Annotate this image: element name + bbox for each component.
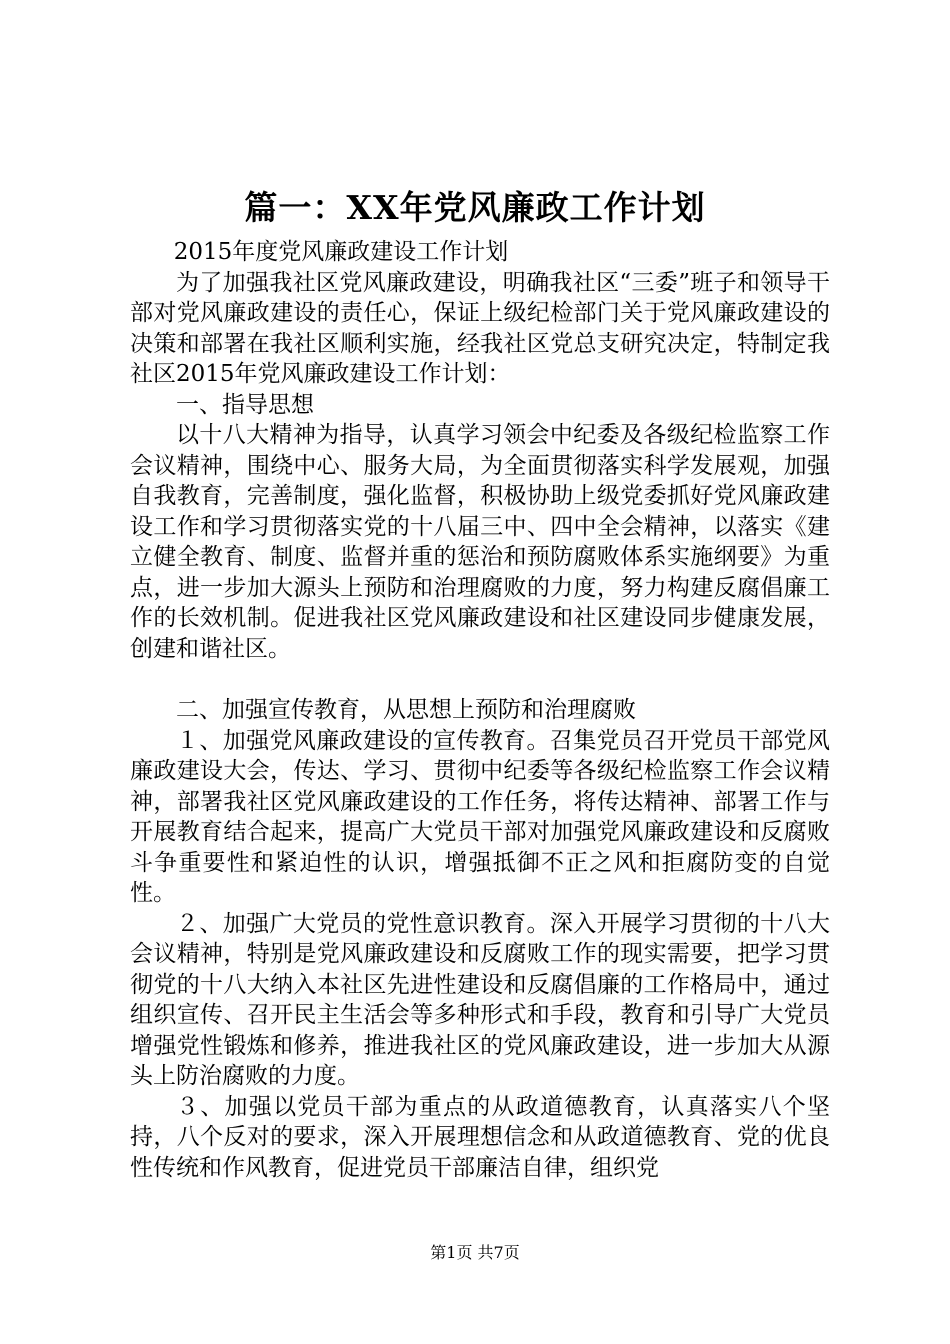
- page-number-footer: 第1页 共7页: [430, 1243, 520, 1262]
- section-heading-guiding-thought: 一、指导思想: [176, 391, 314, 418]
- document-title: 篇一：XX年党风廉政工作计划: [244, 188, 706, 227]
- list-item-2: ２、加强广大党员的党性意识教育。深入开展学习贯彻的十八大会议精神，特别是党风廉政建设和反腐败工作的现实需要，把学习贯彻党的十八大纳入本社区先进性建设和反腐倡廉的工作格局中，通过组织宣传、召开民主生活会等多种形式和手段，教育和引导广大党员增强党性锻炼和修养，推进我社区的党风廉政建设，进一步加大从源头上防治腐败的力度。: [130, 910, 830, 1089]
- list-item-3: ３、加强以党员干部为重点的从政道德教育，认真落实八个坚持，八个反对的要求，深入开展理想信念和从政道德教育、党的优良性传统和作风教育，促进党员干部廉洁自律，组织党: [130, 1093, 830, 1181]
- list-item-1: １、加强党风廉政建设的宣传教育。召集党员召开党员干部党风廉政建设大会，传达、学习、贯彻中纪委等各级纪检监察工作会议精神，部署我社区党风廉政建设的工作任务，将传达精神、部署工作与开展教育结合起来，提高广大党员干部对加强党风廉政建设和反腐败斗争重要性和紧迫性的认识，增强抵御不正之风和拒腐防变的自觉性。: [130, 727, 830, 906]
- document-subtitle: 2015年度党风廉政建设工作计划: [173, 239, 509, 265]
- section-heading-propaganda-education: 二、加强宣传教育，从思想上预防和治理腐败: [176, 697, 636, 723]
- guiding-thought-paragraph: 以十八大精神为指导，认真学习领会中纪委及各级纪检监察工作会议精神，围绕中心、服务大局，为全面贯彻落实科学发展观，加强自我教育，完善制度，强化监督，积极协助上级党委抓好党风廉政建设工作和学习贯彻落实党的十八届三中、四中全会精神，以落实《建立健全教育、制度、监督并重的惩治和预防腐败体系实施纲要》为重点，进一步加大源头上预防和治理腐败的力度，努力构建反腐倡廉工作的长效机制。促进我社区党风廉政建设和社区建设同步健康发展，创建和谐社区。: [130, 422, 830, 662]
- intro-paragraph: 为了加强我社区党风廉政建设，明确我社区“三委”班子和领导干部对党风廉政建设的责任心，保证上级纪检部门关于党风廉政建设的决策和部署在我社区顺利实施，经我社区党总支研究决定，特制定我社区2015年党风廉政建设工作计划：: [130, 269, 830, 387]
- document-body: [130, 237, 830, 1183]
